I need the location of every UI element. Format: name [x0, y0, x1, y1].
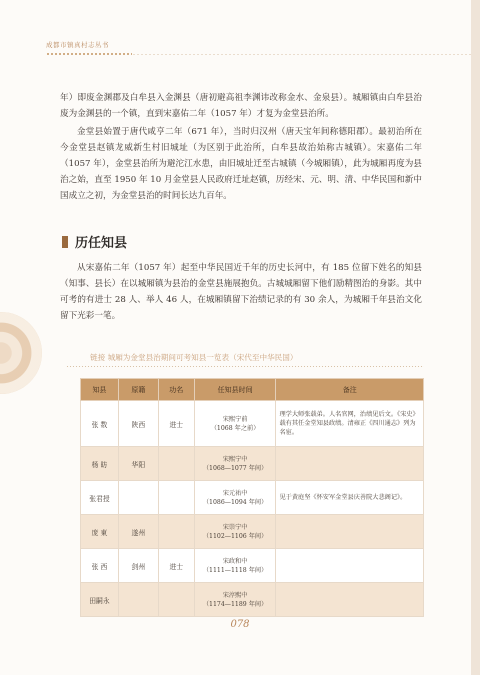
cell-origin: 遂州	[118, 515, 158, 549]
cell-name: 张君授	[81, 481, 119, 515]
table-row	[81, 401, 424, 447]
time-years: （1086—1094 年间）	[202, 498, 268, 506]
table-row	[81, 481, 424, 515]
table-row	[81, 583, 424, 617]
series-title: 成都市镇真村志丛书	[46, 41, 109, 49]
paragraph-continued	[60, 90, 422, 122]
time-years: （1174—1189 年间）	[202, 600, 268, 608]
cell-rank	[158, 447, 194, 481]
cell-origin: 华阳	[118, 447, 158, 481]
paragraph-county-history	[60, 124, 422, 204]
header-dotted-rule	[46, 53, 132, 55]
cell-name: 杨 昉	[81, 447, 119, 481]
section-title: 历任知县	[75, 236, 128, 251]
time-era: 宋淳熙中	[222, 591, 248, 599]
time-era: 宋政和中	[222, 557, 248, 565]
table-row	[81, 549, 424, 583]
paragraph-text: 年）即废金渊郡及白牟县入金渊县（唐初避高祖李渊讳改称金水、金泉县）。城厢镇由白牟县治废为金渊县的一个镇，直到宋嘉佑二年（1057 年）才复为金堂县治所。	[60, 93, 422, 119]
time-era: 宋元祐中	[222, 489, 248, 497]
cell-note	[276, 447, 424, 481]
cell-time	[194, 447, 276, 481]
cell-name: 庞 東	[81, 515, 119, 549]
cell-rank	[158, 515, 194, 549]
header-thin-rule	[132, 54, 472, 55]
cell-time	[194, 515, 276, 549]
time-years: （1068 年之前）	[210, 424, 260, 432]
paragraph-text: 金堂县始置于唐代咸亨二年（671 年），当时归汉州（唐天宝年间称德阳郡）。最初治所在今金堂县赵镇龙威新生村旧城址（为区别于此治所，白牟县故治始称古城镇）。宋嘉佑二年（1057 年），金堂县治所为避沱江水患，由旧城址迁至古城镇（今城厢镇），此为城厢再度为县治之始，直至 1950 年 10 月金堂县人民政府迁址赵镇，历经宋、元、明、清、中华民国和新中国成立之初，为金堂县治的时间长达九百年。	[60, 127, 422, 201]
time-years: （1102—1106 年间）	[202, 532, 268, 540]
header-note: 备注	[276, 379, 424, 401]
table-row	[81, 515, 424, 549]
header-time: 任知县时间	[194, 379, 276, 401]
time-era: 宋熙宁前	[222, 415, 248, 423]
time-years: （1068—1077 年间）	[202, 464, 268, 472]
cell-time	[194, 549, 276, 583]
cell-note: 理学大师张载弟。人名官网，治绩见后文。《宋史》载有其任金堂知县政绩。清雍正《四川通志》列为名宦。	[276, 401, 424, 447]
time-era: 宋熙宁中	[222, 455, 248, 463]
cell-time	[194, 481, 276, 515]
cell-rank: 进士	[158, 549, 194, 583]
magistrates-table	[80, 378, 424, 617]
link-caption: 链接 城厢为金堂县治期间可考知县一览表（宋代至中华民国）	[90, 353, 298, 362]
cell-name: 张 数	[81, 401, 119, 447]
cell-note	[276, 549, 424, 583]
header-rank: 功名	[158, 379, 194, 401]
cell-time	[194, 583, 276, 617]
cell-origin	[118, 583, 158, 617]
page-edge-band	[471, 0, 480, 675]
cell-rank	[158, 583, 194, 617]
table-row	[81, 447, 424, 481]
cell-origin	[118, 481, 158, 515]
time-years: （1111—1118 年间）	[202, 566, 268, 574]
cell-time	[194, 401, 276, 447]
paragraph-magistrates	[60, 260, 422, 324]
link-dotted-rule	[66, 366, 424, 367]
section-marker	[62, 236, 68, 248]
cell-origin: 陕西	[118, 401, 158, 447]
cell-name: 田嗣永	[81, 583, 119, 617]
header-origin: 原籍	[118, 379, 158, 401]
page-number: 078	[230, 619, 250, 630]
cell-name: 张 西	[81, 549, 119, 583]
cell-note	[276, 515, 424, 549]
time-era: 宋崇宁中	[222, 523, 248, 531]
header-name: 知县	[81, 379, 119, 401]
cell-rank	[158, 481, 194, 515]
decorative-circle-ornament	[0, 312, 42, 394]
cell-note	[276, 583, 424, 617]
cell-rank: 进士	[158, 401, 194, 447]
table-header-row	[81, 379, 424, 401]
cell-note: 见于黄庭坚《怀安军金堂县庆善院大悲阁记》。	[276, 481, 424, 515]
cell-origin: 剑州	[118, 549, 158, 583]
paragraph-text: 从宋嘉佑二年（1057 年）起至中华民国近千年的历史长河中，有 185 位留下姓名的知县（知事、县长）在以城厢镇为县治的金堂县施展抱负。古城城厢留下他们励精图治的身影。其中可考的有进士 28 人、举人 46 人，在城厢镇留下治绩记录的有 30 余人，为城厢千年县治文化留下光彩一笔。	[60, 263, 422, 321]
